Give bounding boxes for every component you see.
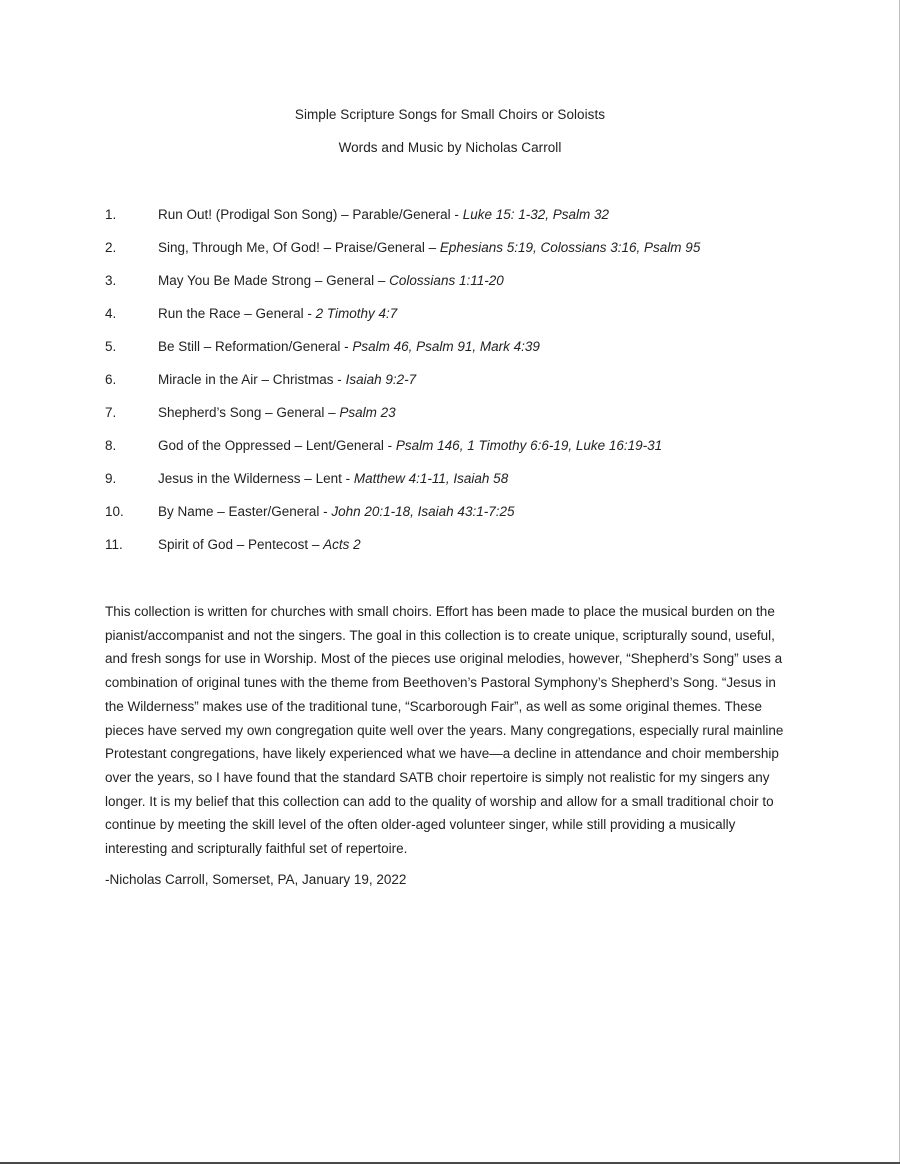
song-title: Shepherd’s Song – General –: [158, 405, 336, 420]
document-subtitle: Words and Music by Nicholas Carroll: [338, 140, 562, 155]
scripture-reference: 2 Timothy 4:7: [315, 306, 398, 321]
song-item: [0, 403, 900, 436]
song-item: [0, 535, 900, 568]
song-title: Be Still – Reformation/General -: [158, 339, 349, 354]
scripture-reference: Psalm 23: [339, 405, 396, 420]
song-title: Miracle in the Air – Christmas -: [158, 372, 342, 387]
song-number: 3.: [105, 273, 117, 288]
song-title: May You Be Made Strong – General –: [158, 273, 386, 288]
song-number: 11.: [105, 537, 123, 552]
scripture-reference: Colossians 1:11-20: [389, 273, 504, 288]
scripture-reference: Acts 2: [323, 537, 361, 552]
song-item: [0, 436, 900, 469]
song-number: 7.: [105, 405, 117, 420]
song-list: [0, 205, 900, 568]
song-number: 4.: [105, 306, 117, 321]
song-title: Run the Race – General -: [158, 306, 312, 321]
song-item: [0, 205, 900, 238]
song-number: 6.: [105, 372, 117, 387]
song-item: [0, 370, 900, 403]
scripture-reference: Isaiah 9:2-7: [345, 372, 417, 387]
song-title: Jesus in the Wilderness – Lent -: [158, 471, 351, 486]
song-item: [0, 469, 900, 502]
song-number: 9.: [105, 471, 117, 486]
song-item: [0, 337, 900, 370]
scripture-reference: Luke 15: 1-32, Psalm 32: [462, 207, 610, 222]
song-number: 5.: [105, 339, 117, 354]
song-number: 2.: [105, 240, 117, 255]
song-item: [0, 238, 900, 271]
scripture-reference: Ephesians 5:19, Colossians 3:16, Psalm 95: [439, 240, 701, 255]
song-item: [0, 502, 900, 535]
song-title: God of the Oppressed – Lent/General -: [158, 438, 393, 453]
document-title: Simple Scripture Songs for Small Choirs or Soloists: [294, 107, 606, 122]
scripture-reference: John 20:1-18, Isaiah 43:1-7:25: [331, 504, 515, 519]
song-title: Sing, Through Me, Of God! – Praise/General –: [158, 240, 437, 255]
collection-description: This collection is written for churches with small choirs. Effort has been made to place the musical burden on the pianist/accompanist and not the singers. The goal in this collection is to create unique, scripturally sound, useful, and fresh songs for use in Worship. Most of the pieces use original melodies, however, “Shepherd’s Song” uses a combination of original tunes with the theme from Beethoven’s Pastoral Symphony’s Shepherd’s Song. “Jesus in the Wilderness” makes use of the traditional tune, “Scarborough Fair”, as well as some original themes. These pieces have served my own congregation quite well over the years. Many congregations, especially rural mainline Protestant congregations, have likely experienced what we have—a decline in attendance and choir membership over the years, so I have found that the standard SATB choir repertoire is simply not realistic for my singers any longer. It is my belief that this collection can add to the quality of worship and allow for a small traditional choir to continue by meeting the skill level of the often older-aged volunteer singer, while still providing a musically interesting and scripturally faithful set of repertoire.: [105, 604, 784, 857]
song-title: By Name – Easter/General -: [158, 504, 328, 519]
author-signature: -Nicholas Carroll, Somerset, PA, January 19, 2022: [105, 872, 407, 887]
song-number: 10.: [105, 504, 124, 519]
song-number: 1.: [105, 207, 117, 222]
song-number: 8.: [105, 438, 117, 453]
scripture-reference: Matthew 4:1-11, Isaiah 58: [353, 471, 509, 486]
song-title: Spirit of God – Pentecost –: [158, 537, 320, 552]
song-title: Run Out! (Prodigal Son Song) – Parable/General -: [158, 207, 459, 222]
scripture-reference: Psalm 146, 1 Timothy 6:6-19, Luke 16:19-31: [395, 438, 663, 453]
song-item: [0, 271, 900, 304]
song-item: [0, 304, 900, 337]
scripture-reference: Psalm 46, Psalm 91, Mark 4:39: [352, 339, 540, 354]
